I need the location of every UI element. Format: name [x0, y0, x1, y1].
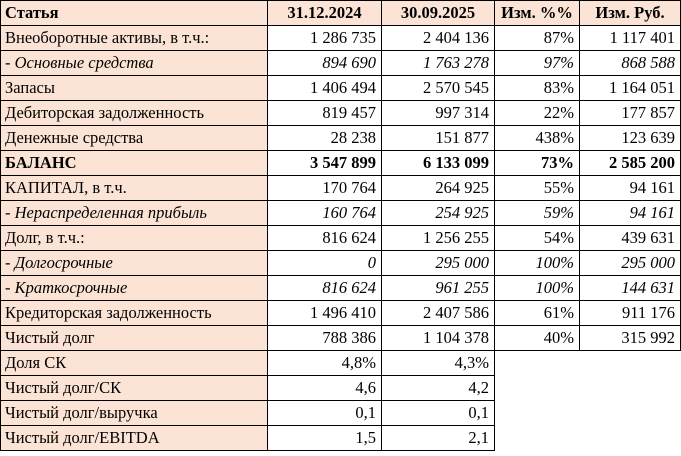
ratio-value-2: 2,1: [382, 426, 495, 451]
row-label: Денежные средства: [1, 126, 268, 151]
cell-value-2: 6 133 099: [382, 151, 495, 176]
cell-change-pct: 100%: [495, 276, 580, 301]
ratio-row: [1, 376, 681, 401]
cell-value-1: 1 286 735: [268, 26, 382, 51]
header-row: [1, 1, 681, 26]
row-label: КАПИТАЛ, в т.ч.: [1, 176, 268, 201]
row-label: - Долгосрочные: [1, 251, 268, 276]
header-change-pct: Изм. %%: [495, 1, 580, 26]
table-row: [1, 251, 681, 276]
table-row: [1, 201, 681, 226]
cell-value-1: 28 238: [268, 126, 382, 151]
row-label: Чистый долг: [1, 326, 268, 351]
cell-value-2: 1 256 255: [382, 226, 495, 251]
cell-value-1: 894 690: [268, 51, 382, 76]
cell-change-pct: 55%: [495, 176, 580, 201]
row-label: - Нераспределенная прибыль: [1, 201, 268, 226]
ratio-label: Чистый долг/СК: [1, 376, 268, 401]
cell-value-2: 961 255: [382, 276, 495, 301]
table-row: [1, 301, 681, 326]
cell-value-1: 170 764: [268, 176, 382, 201]
ratio-row: [1, 401, 681, 426]
row-label: Дебиторская задолженность: [1, 101, 268, 126]
cell-value-1: 816 624: [268, 226, 382, 251]
cell-value-1: 816 624: [268, 276, 382, 301]
row-label: Внеоборотные активы, в т.ч.:: [1, 26, 268, 51]
ratio-label: Чистый долг/EBITDA: [1, 426, 268, 451]
header-item: Статья: [1, 1, 268, 26]
ratio-row: [1, 426, 681, 451]
table-row: [1, 76, 681, 101]
ratio-value-1: 0,1: [268, 401, 382, 426]
cell-change-pct: 97%: [495, 51, 580, 76]
cell-change-pct: 61%: [495, 301, 580, 326]
cell-change-rub: 868 588: [580, 51, 681, 76]
cell-change-rub: 144 631: [580, 276, 681, 301]
cell-change-rub: 911 176: [580, 301, 681, 326]
cell-change-rub: 94 161: [580, 201, 681, 226]
cell-change-pct: 100%: [495, 251, 580, 276]
cell-change-pct: 59%: [495, 201, 580, 226]
ratio-value-1: 4,8%: [268, 351, 382, 376]
cell-change-rub: 439 631: [580, 226, 681, 251]
cell-change-pct: 83%: [495, 76, 580, 101]
table-row: [1, 226, 681, 251]
cell-value-1: 819 457: [268, 101, 382, 126]
ratio-value-2: 0,1: [382, 401, 495, 426]
empty-area: [495, 401, 681, 426]
header-change-rub: Изм. Руб.: [580, 1, 681, 26]
cell-value-2: 2 404 136: [382, 26, 495, 51]
row-label: Долг, в т.ч.:: [1, 226, 268, 251]
cell-change-rub: 123 639: [580, 126, 681, 151]
cell-value-2: 264 925: [382, 176, 495, 201]
cell-change-pct: 438%: [495, 126, 580, 151]
row-label: Кредиторская задолженность: [1, 301, 268, 326]
table-row: [1, 126, 681, 151]
cell-value-1: 3 547 899: [268, 151, 382, 176]
header-date-2: 30.09.2025: [382, 1, 495, 26]
cell-change-rub: 1 117 401: [580, 26, 681, 51]
cell-change-rub: 295 000: [580, 251, 681, 276]
row-label: БАЛАНС: [1, 151, 268, 176]
cell-change-rub: 177 857: [580, 101, 681, 126]
table-row: [1, 326, 681, 351]
cell-change-pct: 73%: [495, 151, 580, 176]
cell-value-1: 0: [268, 251, 382, 276]
cell-value-2: 254 925: [382, 201, 495, 226]
row-label: Запасы: [1, 76, 268, 101]
cell-value-2: 1 104 378: [382, 326, 495, 351]
cell-value-2: 2 570 545: [382, 76, 495, 101]
cell-value-2: 2 407 586: [382, 301, 495, 326]
cell-value-1: 160 764: [268, 201, 382, 226]
ratio-value-1: 4,6: [268, 376, 382, 401]
ratio-value-1: 1,5: [268, 426, 382, 451]
cell-value-2: 295 000: [382, 251, 495, 276]
cell-change-pct: 40%: [495, 326, 580, 351]
cell-change-pct: 22%: [495, 101, 580, 126]
table-row-balance: [1, 151, 681, 176]
table-row: [1, 26, 681, 51]
cell-change-pct: 54%: [495, 226, 580, 251]
table-row: [1, 101, 681, 126]
table-row: [1, 176, 681, 201]
row-label: - Основные средства: [1, 51, 268, 76]
table-row: [1, 51, 681, 76]
cell-value-2: 151 877: [382, 126, 495, 151]
empty-area: [495, 426, 681, 451]
ratio-value-2: 4,3%: [382, 351, 495, 376]
cell-value-1: 1 406 494: [268, 76, 382, 101]
empty-area: [495, 376, 681, 401]
empty-area: [495, 351, 681, 376]
cell-value-2: 1 763 278: [382, 51, 495, 76]
ratio-label: Чистый долг/выручка: [1, 401, 268, 426]
cell-change-rub: 2 585 200: [580, 151, 681, 176]
cell-change-rub: 1 164 051: [580, 76, 681, 101]
cell-change-pct: 87%: [495, 26, 580, 51]
row-label: - Краткосрочные: [1, 276, 268, 301]
header-date-1: 31.12.2024: [268, 1, 382, 26]
ratio-value-2: 4,2: [382, 376, 495, 401]
ratio-label: Доля СК: [1, 351, 268, 376]
ratio-row: [1, 351, 681, 376]
cell-change-rub: 94 161: [580, 176, 681, 201]
cell-value-1: 788 386: [268, 326, 382, 351]
table-row: [1, 276, 681, 301]
cell-value-1: 1 496 410: [268, 301, 382, 326]
cell-value-2: 997 314: [382, 101, 495, 126]
cell-change-rub: 315 992: [580, 326, 681, 351]
